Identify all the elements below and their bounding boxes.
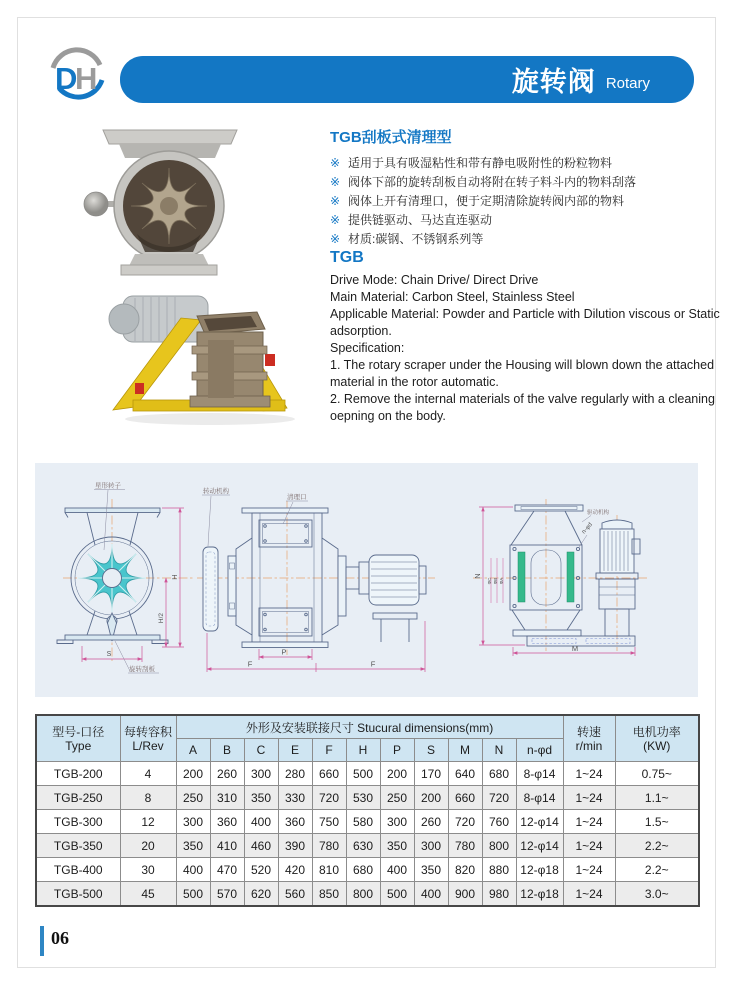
dim-p-label: P xyxy=(281,647,287,657)
table-body xyxy=(36,762,699,907)
bullet-mark: ※ xyxy=(330,175,341,189)
spec-line: Drive Mode: Chain Drive/ Direct Drive xyxy=(330,273,539,287)
col-dim-s: S xyxy=(414,739,448,762)
table-cell: 400 xyxy=(244,810,278,834)
logo-letter-d: D xyxy=(55,61,78,96)
bullet-item xyxy=(330,154,722,173)
table-cell: 12 xyxy=(120,810,176,834)
table-cell: 720 xyxy=(482,786,516,810)
table-cell: 1.5~ xyxy=(615,810,699,834)
table-cell: 620 xyxy=(244,882,278,907)
drive-label: 转动机构 xyxy=(203,488,229,495)
table-cell: 45 xyxy=(120,882,176,907)
col-type xyxy=(36,715,120,762)
table-cell: 250 xyxy=(380,786,414,810)
table-cell: 570 xyxy=(210,882,244,907)
table-cell: 1~24 xyxy=(563,786,615,810)
col-power-zh: 电机功率 xyxy=(632,724,681,739)
table-cell: TGB-200 xyxy=(36,762,120,786)
table-cell: 500 xyxy=(380,882,414,907)
col-dim-c: C xyxy=(244,739,278,762)
table-cell: 630 xyxy=(346,834,380,858)
spec-line: 1. The rotary scraper under the Housing will blown down the attached material in the rotor automatic. xyxy=(330,358,715,389)
col-speed-en: r/min xyxy=(575,738,603,753)
table-cell: 1~24 xyxy=(563,762,615,786)
intro-section xyxy=(330,126,722,249)
col-type-zh: 型号-口径 xyxy=(52,724,105,739)
table-cell: 500 xyxy=(176,882,210,907)
table-cell: 260 xyxy=(414,810,448,834)
table-cell: 1~24 xyxy=(563,858,615,882)
table-cell: 350 xyxy=(176,834,210,858)
table-cell: 530 xyxy=(346,786,380,810)
table-cell: 200 xyxy=(414,786,448,810)
bullet-text: 适用于具有吸湿粘性和带有静电吸附性的粉粒物料 xyxy=(348,156,613,170)
table-cell: TGB-400 xyxy=(36,858,120,882)
table-cell: 980 xyxy=(482,882,516,907)
table-cell: 780 xyxy=(448,834,482,858)
logo-letter-h: H xyxy=(75,61,98,96)
rotor-label: 星形转子 xyxy=(95,482,121,490)
bullet-mark: ※ xyxy=(330,213,341,227)
table-cell: 2.2~ xyxy=(615,834,699,858)
valve-front-illustration xyxy=(75,128,260,278)
table-cell: 200 xyxy=(380,762,414,786)
dim-f-label: F xyxy=(247,659,253,669)
bullet-mark: ※ xyxy=(330,232,341,246)
table-cell: 400 xyxy=(176,858,210,882)
banner-title-zh: 旋转阀 xyxy=(511,67,596,97)
drawing-panel xyxy=(35,463,698,697)
scraper-label: 旋转刮板 xyxy=(129,666,155,673)
col-dim-m: M xyxy=(448,739,482,762)
table-cell: TGB-350 xyxy=(36,834,120,858)
col-speed xyxy=(563,715,615,762)
table-cell: 360 xyxy=(210,810,244,834)
table-cell: 800 xyxy=(482,834,516,858)
table-row xyxy=(36,834,699,858)
table-cell: 400 xyxy=(414,882,448,907)
table-cell: 1~24 xyxy=(563,882,615,907)
bullet-item xyxy=(330,192,722,211)
bullet-text: 阀体上开有清理口，便于定期清除旋转阀内部的物料 xyxy=(348,194,625,208)
footer-accent-bar xyxy=(40,926,44,956)
section-banner xyxy=(120,56,694,103)
spec-line: Specification: xyxy=(330,341,405,355)
table-cell: 280 xyxy=(278,762,312,786)
table-cell: 410 xyxy=(210,834,244,858)
front-view xyxy=(57,508,168,644)
col-dim-f: F xyxy=(312,739,346,762)
dh-logo-icon xyxy=(46,44,108,106)
page-number: 06 xyxy=(51,928,69,948)
spec-title: TGB xyxy=(330,249,364,266)
table-cell: 580 xyxy=(346,810,380,834)
dim-phia-label: ΦA xyxy=(499,577,504,585)
col-dim-n: N xyxy=(482,739,516,762)
spec-line: Main Material: Carbon Steel, Stainless Steel xyxy=(330,290,575,304)
side-view-motor xyxy=(510,505,640,646)
table-cell: 720 xyxy=(448,810,482,834)
col-dim-b: B xyxy=(210,739,244,762)
table-cell: 12-φ14 xyxy=(516,810,563,834)
clean-port-label: 清理口 xyxy=(287,494,307,501)
bullet-mark: ※ xyxy=(330,194,341,208)
table-cell: 400 xyxy=(380,858,414,882)
table-cell: 8 xyxy=(120,786,176,810)
table-cell: 760 xyxy=(482,810,516,834)
table-cell: 1~24 xyxy=(563,834,615,858)
col-dimensions-span: 外形及安装联接尺寸 Stucural dimensions(mm) xyxy=(176,715,563,739)
side-view-leaders xyxy=(202,495,308,546)
table-cell: 470 xyxy=(210,858,244,882)
table-cell: 880 xyxy=(482,858,516,882)
table-cell: 420 xyxy=(278,858,312,882)
table-cell: 300 xyxy=(244,762,278,786)
col-dim-a: A xyxy=(176,739,210,762)
table-cell: 30 xyxy=(120,858,176,882)
table-cell: 2.2~ xyxy=(615,858,699,882)
dim-m-label: M xyxy=(571,644,579,653)
table-cell: TGB-250 xyxy=(36,786,120,810)
bullet-mark: ※ xyxy=(330,156,341,170)
dimension-table xyxy=(35,714,698,907)
table-cell: 680 xyxy=(346,858,380,882)
dim-phib-label: ΦB xyxy=(493,577,498,585)
col-dim-p: P xyxy=(380,739,414,762)
table-cell: TGB-500 xyxy=(36,882,120,907)
table-cell: 640 xyxy=(448,762,482,786)
table-cell: 300 xyxy=(176,810,210,834)
table-cell: TGB-300 xyxy=(36,810,120,834)
intro-title: TGB刮板式清理型 xyxy=(330,129,452,146)
col-volume xyxy=(120,715,176,762)
table-cell: 170 xyxy=(414,762,448,786)
valve-motor-illustration xyxy=(105,288,315,428)
col-type-en: Type xyxy=(65,738,92,753)
table-cell: 460 xyxy=(244,834,278,858)
dim-phic-label: ΦC xyxy=(487,577,492,585)
motor-label: 驱动机构 xyxy=(587,510,610,516)
table-cell: 680 xyxy=(482,762,516,786)
spec-table xyxy=(35,714,700,907)
table-cell: 250 xyxy=(176,786,210,810)
spec-line: 2. Remove the internal materials of the valve regularly with a cleaning oepning on the body. xyxy=(330,392,715,423)
table-cell: 520 xyxy=(244,858,278,882)
bullet-text: 提供链驱动、马达直连驱动 xyxy=(348,213,493,227)
table-cell: 12-φ18 xyxy=(516,858,563,882)
table-cell: 500 xyxy=(346,762,380,786)
col-power xyxy=(615,715,699,762)
table-row xyxy=(36,786,699,810)
table-cell: 260 xyxy=(210,762,244,786)
table-cell: 660 xyxy=(312,762,346,786)
table-cell: 800 xyxy=(346,882,380,907)
table-cell: 12-φ18 xyxy=(516,882,563,907)
dim-n-label: N xyxy=(473,573,482,579)
table-cell: 310 xyxy=(210,786,244,810)
table-cell: 0.75~ xyxy=(615,762,699,786)
table-cell: 1.1~ xyxy=(615,786,699,810)
table-row xyxy=(36,762,699,786)
table-cell: 780 xyxy=(312,834,346,858)
table-cell: 750 xyxy=(312,810,346,834)
col-speed-zh: 转速 xyxy=(577,724,602,739)
dim-f-label-2: F xyxy=(370,659,376,669)
table-cell: 900 xyxy=(448,882,482,907)
table-cell: 200 xyxy=(176,762,210,786)
table-row xyxy=(36,858,699,882)
bullet-item xyxy=(330,173,722,192)
product-photo-valve-motor xyxy=(105,288,315,428)
table-cell: 1~24 xyxy=(563,810,615,834)
table-cell: 660 xyxy=(448,786,482,810)
dim-h2-label: H/2 xyxy=(158,612,165,624)
table-cell: 350 xyxy=(414,858,448,882)
col-volume-zh: 每转容积 xyxy=(123,724,172,739)
dim-s-label: S xyxy=(106,651,112,658)
bullet-item xyxy=(330,211,722,230)
spec-section xyxy=(330,249,726,425)
table-cell: 350 xyxy=(244,786,278,810)
table-cell: 3.0~ xyxy=(615,882,699,907)
col-power-en: (KW) xyxy=(643,738,671,753)
bullet-text: 阀体下部的旋转刮板自动将附在转子料斗内的物料刮落 xyxy=(348,175,637,189)
table-cell: 4 xyxy=(120,762,176,786)
table-cell: 20 xyxy=(120,834,176,858)
table-cell: 820 xyxy=(448,858,482,882)
company-logo xyxy=(46,44,108,106)
table-header-row-1 xyxy=(36,715,699,739)
table-cell: 8-φ14 xyxy=(516,762,563,786)
dim-h-label: H xyxy=(170,574,179,580)
table-cell: 350 xyxy=(380,834,414,858)
table-cell: 560 xyxy=(278,882,312,907)
table-row xyxy=(36,810,699,834)
technical-drawing xyxy=(35,463,698,697)
spec-line: Applicable Material: Powder and Particle with Dilution viscous or Static adsorption. xyxy=(330,307,720,338)
bullet-text: 材质:碳钢、不锈钢系列等 xyxy=(348,232,484,246)
table-cell: 720 xyxy=(312,786,346,810)
bullet-item xyxy=(330,230,722,249)
col-dim-e: E xyxy=(278,739,312,762)
table-cell: 12-φ14 xyxy=(516,834,563,858)
col-dim-h: H xyxy=(346,739,380,762)
table-cell: 300 xyxy=(380,810,414,834)
table-cell: 850 xyxy=(312,882,346,907)
table-cell: 8-φ14 xyxy=(516,786,563,810)
banner-title-en: Rotary xyxy=(605,75,650,92)
col-dim-nphid: n-φd xyxy=(516,739,563,762)
table-cell: 360 xyxy=(278,810,312,834)
table-cell: 330 xyxy=(278,786,312,810)
table-cell: 390 xyxy=(278,834,312,858)
product-photo-valve-front xyxy=(75,128,260,278)
table-cell: 300 xyxy=(414,834,448,858)
table-row xyxy=(36,882,699,907)
table-cell: 810 xyxy=(312,858,346,882)
col-volume-en: L/Rev xyxy=(132,738,164,753)
bolt-label: n-φd xyxy=(581,521,594,536)
